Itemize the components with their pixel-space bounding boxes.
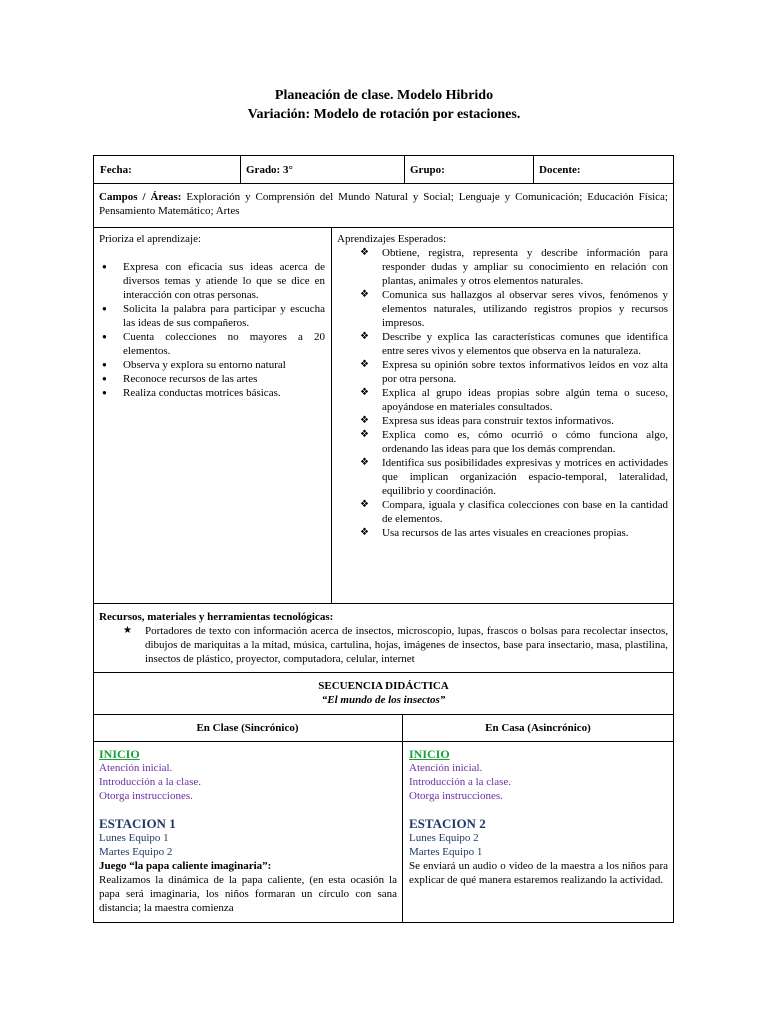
list-item: ● Cuenta colecciones no mayores a 20 elementos.: [99, 330, 325, 358]
aprendizajes-list: [356, 246, 668, 540]
clase-column-header: En Clase (Sincrónico): [196, 722, 299, 734]
clase-content: [99, 747, 397, 915]
casa-inicio-item: Atención inicial.: [409, 762, 483, 774]
casa-content: [409, 747, 668, 887]
page-subtitle: Variación: Modelo de rotación por estaciones.: [247, 107, 521, 122]
clase-inicio-item: Introducción a la clase.: [99, 776, 202, 788]
campos-text: Exploración y Comprensión del Mundo Natural y Social; Lenguaje y Comunicación; Educación Física; Pensamiento Matemático; Artes: [99, 191, 668, 217]
grupo-label: Grupo:: [410, 164, 445, 176]
list-item: ❖ Explica al grupo ideas propias sobre algún tema o suceso, apoyándose en materiales consultados.: [356, 386, 668, 414]
casa-estacion-heading: ESTACION 2: [409, 816, 486, 831]
clase-inicio-heading: INICIO: [99, 747, 140, 761]
juego-text: Realizamos la dinámica de la papa caliente, (en esta ocasión la papa será imaginaria, los niños formaran un círculo con sana distancia; la maestra comienza: [99, 874, 397, 914]
page-title: Planeación de clase. Modelo Hibrido: [274, 88, 494, 103]
aprendizajes-section: [337, 232, 668, 540]
docente-label: Docente:: [539, 164, 581, 176]
recursos-section: [99, 610, 668, 666]
list-item: ● Solicita la palabra para participar y escucha las ideas de sus compañeros.: [99, 302, 325, 330]
divider: [93, 741, 674, 742]
list-item: ★ Portadores de texto con información acerca de insectos, microscopio, lupas, frascos o bolsas para recolectar insectos, dibujos de mariquitas a la mitad, música, cartulina, hojas, imágenes de insectos, base para insectario, masa, plastilina, insectos de plástico, proyector, computadora, celular, internet: [119, 624, 668, 666]
clase-inicio-item: Atención inicial.: [99, 762, 173, 774]
casa-inicio-heading: INICIO: [409, 747, 450, 761]
casa-equipo: Martes Equipo 1: [409, 846, 483, 858]
list-item: ❖ Expresa su opinión sobre textos informativos leídos en voz alta por otra persona.: [356, 358, 668, 386]
list-item: ❖ Expresa sus ideas para construir textos informativos.: [356, 414, 668, 428]
divider: [93, 714, 674, 715]
list-item: ❖ Usa recursos de las artes visuales en creaciones propias.: [356, 526, 668, 540]
recursos-list: [119, 624, 668, 666]
divider: [93, 672, 674, 673]
list-item: ❖ Comunica sus hallazgos al observar seres vivos, fenómenos y elementos naturales, utilizando registros propios y recursos impresos.: [356, 288, 668, 330]
casa-text: Se enviará un audio o video de la maestra a los niños para explicar de qué manera estaremos realizando la actividad.: [409, 860, 668, 886]
divider: [240, 155, 241, 183]
divider: [93, 603, 674, 604]
clase-estacion-heading: ESTACION 1: [99, 816, 176, 831]
divider: [402, 714, 403, 923]
grado-value: Grado: 3°: [246, 164, 293, 176]
recursos-heading: Recursos, materiales y herramientas tecnológicas:: [99, 611, 334, 623]
grado-label: [246, 163, 293, 177]
casa-equipo: Lunes Equipo 2: [409, 832, 479, 844]
list-item: ❖ Compara, iguala y clasifica colecciones con base en la cantidad de elementos.: [356, 498, 668, 526]
list-item: ● Realiza conductas motrices básicas.: [99, 386, 325, 400]
secuencia-subtitle: “El mundo de los insectos”: [321, 694, 446, 706]
casa-inicio-item: Otorga instrucciones.: [409, 790, 503, 802]
divider: [93, 183, 674, 184]
clase-equipo: Lunes Equipo 1: [99, 832, 169, 844]
prioriza-list: [99, 260, 325, 400]
juego-title: Juego “la papa caliente imaginaria”:: [99, 860, 272, 872]
casa-column-header: En Casa (Asincrónico): [485, 722, 591, 734]
list-item: ● Expresa con eficacia sus ideas acerca de diversos temas y atiende lo que se dice en interacción con otras personas.: [99, 260, 325, 302]
clase-inicio-item: Otorga instrucciones.: [99, 790, 193, 802]
divider: [331, 227, 332, 603]
list-item: ❖ Obtiene, registra, representa y describe información para responder dudas y ampliar su conocimiento en relación con plantas, animales y otros elementos naturales.: [356, 246, 668, 288]
prioriza-heading: Prioriza el aprendizaje:: [99, 233, 202, 245]
divider: [533, 155, 534, 183]
list-item: ● Observa y explora su entorno natural: [99, 358, 325, 372]
campos-label: Campos / Áreas:: [99, 191, 182, 203]
fecha-label: Fecha:: [100, 164, 132, 176]
campos-areas: [99, 190, 668, 218]
aprendizajes-heading: Aprendizajes Esperados:: [337, 233, 447, 245]
clase-equipo: Martes Equipo 2: [99, 846, 173, 858]
secuencia-heading: SECUENCIA DIDÁCTICA: [318, 680, 449, 692]
list-item: ❖ Explica como es, cómo ocurrió o cómo funciona algo, ordenando las ideas para que los demás comprendan.: [356, 428, 668, 456]
divider: [93, 227, 674, 228]
list-item: ❖ Describe y explica las características comunes que identifica entre seres vivos y elementos que observa en la naturaleza.: [356, 330, 668, 358]
casa-inicio-item: Introducción a la clase.: [409, 776, 512, 788]
list-item: ● Reconoce recursos de las artes: [99, 372, 325, 386]
list-item: ❖ Identifica sus posibilidades expresivas y motrices en actividades que implican organización espacio-temporal, lateralidad, equilibrio y coordinación.: [356, 456, 668, 498]
divider: [404, 155, 405, 183]
prioriza-section: [99, 232, 325, 400]
